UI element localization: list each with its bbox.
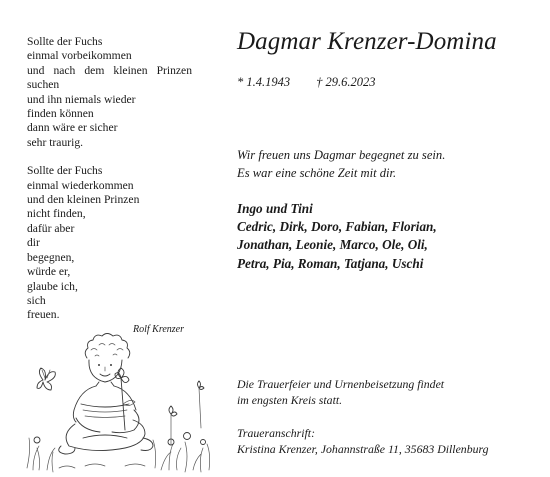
poem-line: einmal wiederkommen xyxy=(27,178,134,192)
poem-line: sich xyxy=(27,293,46,307)
poem xyxy=(27,35,207,337)
funeral-line: Die Trauerfeier und Urnenbeisetzung findet xyxy=(237,377,445,391)
life-dates xyxy=(237,75,376,90)
poem-line: dafür aber xyxy=(27,221,75,235)
address-line: Kristina Krenzer, Johannstraße 11, 35683 Dillenburg xyxy=(237,441,489,456)
poem-stanza-2 xyxy=(27,164,207,322)
poem-line: nicht finden, xyxy=(27,207,86,221)
poem-line: sehr traurig. xyxy=(27,135,84,149)
funeral-note xyxy=(237,377,444,408)
meadow-grass xyxy=(27,381,210,472)
poem-line: und den kleinen Prinzen xyxy=(27,193,140,207)
birth-date: * 1.4.1943 xyxy=(237,75,291,89)
address-label: Traueranschrift: xyxy=(237,426,315,440)
mourners-line: Jonathan, Leonie, Marco, Ole, Oli, xyxy=(237,237,428,253)
mourners-line: Ingo und Tini xyxy=(237,201,313,216)
poem-line: würde er, xyxy=(27,265,71,279)
hair xyxy=(85,334,130,359)
poem-line: finden können xyxy=(27,107,94,121)
legs xyxy=(59,420,153,454)
farewell-message xyxy=(237,146,445,182)
poem-author: Rolf Krenzer xyxy=(133,324,185,335)
poem-line: dir xyxy=(27,236,40,250)
deceased-name: Dagmar Krenzer-Domina xyxy=(237,28,497,55)
mourning-address xyxy=(237,426,489,457)
death-date: † 29.6.2023 xyxy=(316,75,376,89)
butterfly xyxy=(37,368,55,390)
poem-line: und ihn niemals wieder xyxy=(27,92,136,106)
poem-line: freuen. xyxy=(27,308,60,322)
arms xyxy=(76,410,139,433)
poem-line: Sollte der Fuchs xyxy=(27,164,103,178)
funeral-line: im engsten Kreis statt. xyxy=(237,392,343,407)
poem-line: dann wäre er sicher xyxy=(27,121,118,135)
poem-line: Sollte der Fuchs xyxy=(27,35,103,48)
poem-line: und nach dem kleinen Prinzen xyxy=(27,63,192,77)
child-in-meadow-illustration xyxy=(25,318,215,474)
message-line: Wir freuen uns Dagmar begegnet zu sein. xyxy=(237,148,446,162)
message-line: Es war eine schöne Zeit mit dir. xyxy=(237,166,397,180)
mourners-list xyxy=(237,200,437,273)
mourners-line: Petra, Pia, Roman, Tatjana, Uschi xyxy=(237,255,424,271)
poem-line: glaube ich, xyxy=(27,279,78,293)
flower xyxy=(115,368,135,430)
poem-line: begegnen, xyxy=(27,250,75,264)
poem-line: einmal vorbeikommen xyxy=(27,49,132,63)
mourners-line: Cedric, Dirk, Doro, Fabian, Florian, xyxy=(237,219,437,235)
poem-stanza-1 xyxy=(27,35,207,150)
poem-line: suchen xyxy=(27,78,60,92)
